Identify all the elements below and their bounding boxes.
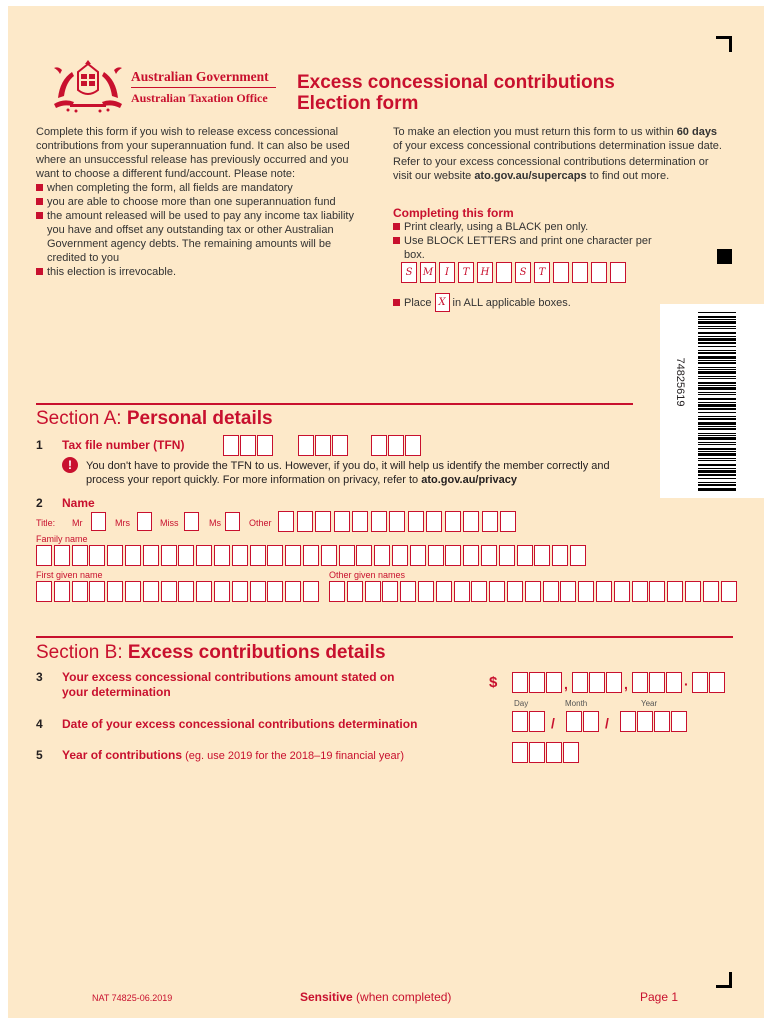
other-given-names-char-box[interactable] <box>471 581 487 602</box>
barcode-bar <box>698 350 736 351</box>
example-char-box: I <box>439 262 455 283</box>
barcode-bar <box>698 326 736 327</box>
example-char-box <box>572 262 588 283</box>
barcode-bar <box>698 346 736 347</box>
amount-digit-box[interactable] <box>632 672 648 693</box>
barcode-bar <box>698 460 736 461</box>
other-given-names-label: Other given names <box>329 570 406 580</box>
contribution-year-box[interactable] <box>529 742 545 763</box>
first-given-name-char-box[interactable] <box>36 581 52 602</box>
barcode-bar <box>698 356 736 359</box>
corner-mark-top-right <box>716 36 732 52</box>
first-given-name-char-box[interactable] <box>285 581 301 602</box>
tfn-digit-box[interactable] <box>371 435 387 456</box>
tfn-digit-box[interactable] <box>315 435 331 456</box>
other-given-names-char-box[interactable] <box>596 581 612 602</box>
thousands-separator: , <box>564 676 568 692</box>
barcode-bar <box>698 336 736 337</box>
title-option-mrs: Mrs <box>115 518 130 528</box>
family-name-char-box[interactable] <box>196 545 212 566</box>
form-title-line1: Excess concessional contributions <box>297 72 615 93</box>
barcode-bar <box>698 470 736 473</box>
contributions-year-input[interactable] <box>503 742 583 766</box>
barcode-bar <box>698 448 736 450</box>
amount-cents-box[interactable] <box>692 672 708 693</box>
other-given-names-char-box[interactable] <box>436 581 452 602</box>
place-mark-row: Place X in ALL applicable boxes. <box>393 293 571 312</box>
date-month-box[interactable] <box>583 711 599 732</box>
bullet-square-icon <box>36 268 43 275</box>
first-given-name-char-box[interactable] <box>196 581 212 602</box>
q4-label: Date of your excess concessional contributions determination <box>62 717 418 731</box>
date-year-box[interactable] <box>671 711 687 732</box>
other-title-char-box[interactable] <box>278 511 294 532</box>
barcode-bar <box>698 342 736 344</box>
other-title-char-box[interactable] <box>482 511 498 532</box>
other-given-names-char-box[interactable] <box>454 581 470 602</box>
mr-checkbox[interactable] <box>91 512 106 531</box>
date-label-year: Year <box>641 699 658 708</box>
family-name-char-box[interactable] <box>534 545 550 566</box>
other-title-char-box[interactable] <box>334 511 350 532</box>
agency-name: Australian Taxation Office <box>131 91 268 105</box>
family-name-char-box[interactable] <box>267 545 283 566</box>
family-name-char-box[interactable] <box>481 545 497 566</box>
sensitive-notice: Sensitive (when completed) <box>300 990 452 1004</box>
amount-digit-box[interactable] <box>589 672 605 693</box>
other-given-names-char-box[interactable] <box>489 581 505 602</box>
intro-left <box>36 125 372 279</box>
return-deadline-text: To make an election you must return this form to us within 60 days of your excess concessional contributions determination issue date. <box>393 126 722 152</box>
tfn-digit-box[interactable] <box>405 435 421 456</box>
barcode-bar <box>698 338 736 341</box>
title-option-ms: Ms <box>209 518 221 528</box>
intro-right <box>393 125 728 183</box>
barcode-bar <box>698 451 736 452</box>
other-given-names-char-box[interactable] <box>507 581 523 602</box>
date-month-box[interactable] <box>566 711 582 732</box>
date-day-box[interactable] <box>512 711 528 732</box>
barcode-bar <box>698 312 736 313</box>
first-given-name-char-box[interactable] <box>125 581 141 602</box>
date-year-box[interactable] <box>637 711 653 732</box>
barcode-bar <box>698 426 736 427</box>
q3-number: 3 <box>36 670 43 684</box>
section-b-rule <box>36 636 733 638</box>
barcode-bar <box>698 482 736 483</box>
q2-label: Name <box>62 496 95 510</box>
barcode-bar <box>698 428 736 430</box>
barcode-bar <box>698 488 736 491</box>
amount-cents-box[interactable] <box>709 672 725 693</box>
other-title-char-box[interactable] <box>389 511 405 532</box>
family-name-char-box[interactable] <box>356 545 372 566</box>
other-given-names-char-box[interactable] <box>525 581 541 602</box>
section-b-title: Section B: Excess contributions details <box>36 642 386 663</box>
tfn-input[interactable] <box>223 435 423 459</box>
intro-bullet-4: this election is irrevocable. <box>36 265 372 279</box>
amount-digit-box[interactable] <box>529 672 545 693</box>
tfn-privacy-note: You don't have to provide the TFN to us. However, if you do, it will help us identify the member correctly and process your report quickly. For more information on privacy, refer to ato.gov.au/privacy <box>86 460 610 486</box>
barcode-bar <box>698 474 736 476</box>
title-option-mr: Mr <box>72 518 83 528</box>
first-given-name-char-box[interactable] <box>54 581 70 602</box>
contribution-year-box[interactable] <box>563 742 579 763</box>
thousands-separator: , <box>624 676 628 692</box>
barcode-bar <box>698 387 736 390</box>
other-given-names-char-box[interactable] <box>667 581 683 602</box>
other-given-names-char-box[interactable] <box>560 581 576 602</box>
bullet-square-icon <box>393 223 400 230</box>
family-name-char-box[interactable] <box>517 545 533 566</box>
barcode-bar <box>698 385 736 386</box>
barcode-bar <box>698 402 736 403</box>
barcode-bar <box>698 371 736 374</box>
other-title-input[interactable] <box>278 511 518 533</box>
other-title-char-box[interactable] <box>408 511 424 532</box>
bullet-square-icon <box>393 237 400 244</box>
miss-checkbox[interactable] <box>184 512 199 531</box>
family-name-char-box[interactable] <box>161 545 177 566</box>
supercaps-link[interactable]: ato.gov.au/supercaps <box>474 170 587 182</box>
family-name-char-box[interactable] <box>303 545 319 566</box>
other-title-char-box[interactable] <box>445 511 461 532</box>
mrs-checkbox[interactable] <box>137 512 152 531</box>
gov-divider <box>131 87 276 88</box>
barcode-bar <box>698 453 736 456</box>
first-given-name-char-box[interactable] <box>72 581 88 602</box>
amount-digit-box[interactable] <box>512 672 528 693</box>
other-given-names-char-box[interactable] <box>649 581 665 602</box>
first-given-name-char-box[interactable] <box>161 581 177 602</box>
completing-list <box>393 220 663 262</box>
q5-label: Year of contributions (eg. use 2019 for the 2018–19 financial year) <box>62 748 404 762</box>
family-name-char-box[interactable] <box>178 545 194 566</box>
barcode-bar <box>698 362 736 364</box>
other-given-names-char-box[interactable] <box>418 581 434 602</box>
family-name-char-box[interactable] <box>374 545 390 566</box>
other-title-char-box[interactable] <box>297 511 313 532</box>
first-given-name-char-box[interactable] <box>143 581 159 602</box>
first-given-name-char-box[interactable] <box>214 581 230 602</box>
family-name-char-box[interactable] <box>214 545 230 566</box>
barcode-bar <box>698 408 736 410</box>
bullet-square-icon <box>36 184 43 191</box>
barcode-bar <box>698 328 736 329</box>
q4-number: 4 <box>36 717 43 731</box>
other-title-char-box[interactable] <box>500 511 516 532</box>
example-char-box: T <box>534 262 550 283</box>
intro-paragraph: Complete this form if you wish to release excess concessional contributions from your superannuation fund. It can also be used where an unsuccessful release has previously occurred and you want to choose a different fund/account. Please note: <box>36 126 350 180</box>
barcode-bar <box>698 360 736 361</box>
form-title <box>297 72 615 114</box>
barcode-bar <box>698 352 736 354</box>
tfn-digit-box[interactable] <box>257 435 273 456</box>
family-name-char-box[interactable] <box>125 545 141 566</box>
q1-label: Tax file number (TFN) <box>62 438 185 452</box>
other-given-names-char-box[interactable] <box>703 581 719 602</box>
decimal-point: · <box>684 676 689 692</box>
form-code: NAT 74825-06.2019 <box>92 993 173 1003</box>
example-char-box <box>553 262 569 283</box>
other-title-char-box[interactable] <box>371 511 387 532</box>
government-name: Australian Government <box>131 69 269 84</box>
first-given-name-char-box[interactable] <box>89 581 105 602</box>
other-given-names-char-box[interactable] <box>578 581 594 602</box>
dollar-sign: $ <box>489 674 498 691</box>
intro-bullet-1: when completing the form, all fields are mandatory <box>36 181 372 195</box>
barcode-bar <box>698 367 736 368</box>
refer-text: Refer to your excess concessional contributions determination or visit our website ato.gov.au/supercaps to find out more. <box>393 156 709 182</box>
ms-checkbox[interactable] <box>225 512 240 531</box>
example-char-box: T <box>458 262 474 283</box>
barcode-bar <box>698 416 736 417</box>
other-given-names-input[interactable] <box>329 581 739 605</box>
privacy-link[interactable]: ato.gov.au/privacy <box>421 474 517 486</box>
other-given-names-char-box[interactable] <box>329 581 345 602</box>
first-given-name-char-box[interactable] <box>250 581 266 602</box>
first-given-name-char-box[interactable] <box>107 581 123 602</box>
barcode-bar <box>698 444 736 445</box>
other-given-names-char-box[interactable] <box>543 581 559 602</box>
family-name-char-box[interactable] <box>36 545 52 566</box>
other-given-names-char-box[interactable] <box>400 581 416 602</box>
family-name-char-box[interactable] <box>463 545 479 566</box>
title-option-other: Other <box>249 518 272 528</box>
amount-digit-box[interactable] <box>606 672 622 693</box>
bullet-square-icon <box>36 198 43 205</box>
tfn-digit-box[interactable] <box>332 435 348 456</box>
amount-input[interactable] <box>503 672 733 696</box>
family-name-char-box[interactable] <box>339 545 355 566</box>
date-label-day: Day <box>514 699 529 708</box>
other-given-names-char-box[interactable] <box>721 581 737 602</box>
q5-number: 5 <box>36 748 43 762</box>
family-name-char-box[interactable] <box>250 545 266 566</box>
tfn-digit-box[interactable] <box>223 435 239 456</box>
date-slash: / <box>605 715 609 731</box>
family-name-char-box[interactable] <box>445 545 461 566</box>
other-given-names-char-box[interactable] <box>382 581 398 602</box>
barcode-bar <box>698 464 736 466</box>
barcode-bar <box>698 468 736 469</box>
example-char-box <box>591 262 607 283</box>
section-a-title: Section A: Personal details <box>36 408 273 429</box>
barcode-bar <box>698 442 736 443</box>
contribution-year-box[interactable] <box>546 742 562 763</box>
completing-title: Completing this form <box>393 206 514 220</box>
determination-date-input[interactable] <box>503 711 693 735</box>
example-char-box: H <box>477 262 493 283</box>
date-day-box[interactable] <box>529 711 545 732</box>
family-name-label: Family name <box>36 534 88 544</box>
coat-of-arms-logo <box>48 58 128 114</box>
barcode-bar <box>698 404 736 407</box>
first-given-name-label: First given name <box>36 570 103 580</box>
bullet-square-icon <box>393 299 400 306</box>
date-year-box[interactable] <box>654 711 670 732</box>
corner-mark-bottom-right <box>716 972 732 988</box>
form-title-line2: Election form <box>297 93 419 114</box>
page-number: Page 1 <box>640 990 679 1004</box>
example-char-box: S <box>515 262 531 283</box>
other-title-char-box[interactable] <box>426 511 442 532</box>
other-title-char-box[interactable] <box>463 511 479 532</box>
first-given-name-input[interactable] <box>36 581 326 605</box>
family-name-char-box[interactable] <box>72 545 88 566</box>
amount-digit-box[interactable] <box>572 672 588 693</box>
barcode-bar <box>698 433 736 434</box>
barcode-bar <box>698 392 736 393</box>
family-name-char-box[interactable] <box>570 545 586 566</box>
other-title-char-box[interactable] <box>315 511 331 532</box>
intro-bullet-2: you are able to choose more than one superannuation fund <box>36 195 372 209</box>
q2-number: 2 <box>36 496 43 510</box>
family-name-char-box[interactable] <box>232 545 248 566</box>
barcode-bar <box>698 321 736 324</box>
family-name-char-box[interactable] <box>143 545 159 566</box>
barcode-bar <box>698 484 736 486</box>
first-given-name-char-box[interactable] <box>267 581 283 602</box>
first-given-name-char-box[interactable] <box>303 581 319 602</box>
exclamation-icon: ! <box>62 457 78 473</box>
barcode-bar <box>698 418 736 420</box>
first-given-name-char-box[interactable] <box>178 581 194 602</box>
family-name-char-box[interactable] <box>552 545 568 566</box>
contribution-year-box[interactable] <box>512 742 528 763</box>
barcode-number: 74825619 <box>674 357 686 407</box>
other-given-names-char-box[interactable] <box>365 581 381 602</box>
barcode-bar <box>698 478 736 479</box>
family-name-char-box[interactable] <box>499 545 515 566</box>
other-given-names-char-box[interactable] <box>347 581 363 602</box>
amount-digit-box[interactable] <box>546 672 562 693</box>
title-label: Title: <box>36 518 56 528</box>
completing-item-1: Print clearly, using a BLACK pen only. <box>393 220 663 234</box>
form-page <box>8 6 764 1018</box>
family-name-input[interactable] <box>36 545 588 569</box>
barcode-bar <box>698 319 736 320</box>
family-name-char-box[interactable] <box>428 545 444 566</box>
tfn-digit-box[interactable] <box>388 435 404 456</box>
example-char-box <box>610 262 626 283</box>
amount-digit-box[interactable] <box>649 672 665 693</box>
other-title-char-box[interactable] <box>352 511 368 532</box>
barcode-bar <box>698 435 736 436</box>
family-name-char-box[interactable] <box>54 545 70 566</box>
family-name-char-box[interactable] <box>89 545 105 566</box>
first-given-name-char-box[interactable] <box>232 581 248 602</box>
family-name-char-box[interactable] <box>285 545 301 566</box>
barcode-bar <box>698 382 736 384</box>
barcode-bar <box>698 422 736 425</box>
intro-bullet-3: the amount released will be used to pay any income tax liability you have and offset any outstanding tax or other Australian Government agency debts. The remaining amounts will be credited to you <box>36 209 372 265</box>
block-letter-example <box>401 262 631 286</box>
barcode-bar <box>698 332 736 334</box>
barcode-bar <box>698 398 736 400</box>
barcode-bar <box>698 437 736 440</box>
other-given-names-char-box[interactable] <box>632 581 648 602</box>
title-option-miss: Miss <box>160 518 179 528</box>
date-label-month: Month <box>565 699 588 708</box>
barcode <box>698 312 736 492</box>
barcode-bar <box>698 378 736 379</box>
family-name-char-box[interactable] <box>392 545 408 566</box>
tfn-digit-box[interactable] <box>298 435 314 456</box>
family-name-char-box[interactable] <box>321 545 337 566</box>
example-char-box: S <box>401 262 417 283</box>
date-slash: / <box>551 715 555 731</box>
family-name-char-box[interactable] <box>410 545 426 566</box>
bullet-square-icon <box>36 212 43 219</box>
barcode-bar <box>698 376 736 377</box>
section-a-rule <box>36 403 633 405</box>
tfn-digit-box[interactable] <box>240 435 256 456</box>
family-name-char-box[interactable] <box>107 545 123 566</box>
q1-number: 1 <box>36 438 43 452</box>
barcode-bar <box>698 394 736 395</box>
other-given-names-char-box[interactable] <box>614 581 630 602</box>
barcode-bar <box>698 412 736 413</box>
other-given-names-char-box[interactable] <box>685 581 701 602</box>
example-checkbox: X <box>435 293 450 312</box>
completing-item-2: Use BLOCK LETTERS and print one character per box. <box>393 234 663 262</box>
barcode-bar <box>698 458 736 459</box>
amount-digit-box[interactable] <box>666 672 682 693</box>
example-char-box: M <box>420 262 436 283</box>
example-char-box <box>496 262 512 283</box>
barcode-bar <box>698 316 736 318</box>
barcode-bar <box>698 369 736 370</box>
q3-label: Your excess concessional contributions amount stated on your determination <box>62 670 395 699</box>
registration-square <box>717 249 732 264</box>
date-year-box[interactable] <box>620 711 636 732</box>
